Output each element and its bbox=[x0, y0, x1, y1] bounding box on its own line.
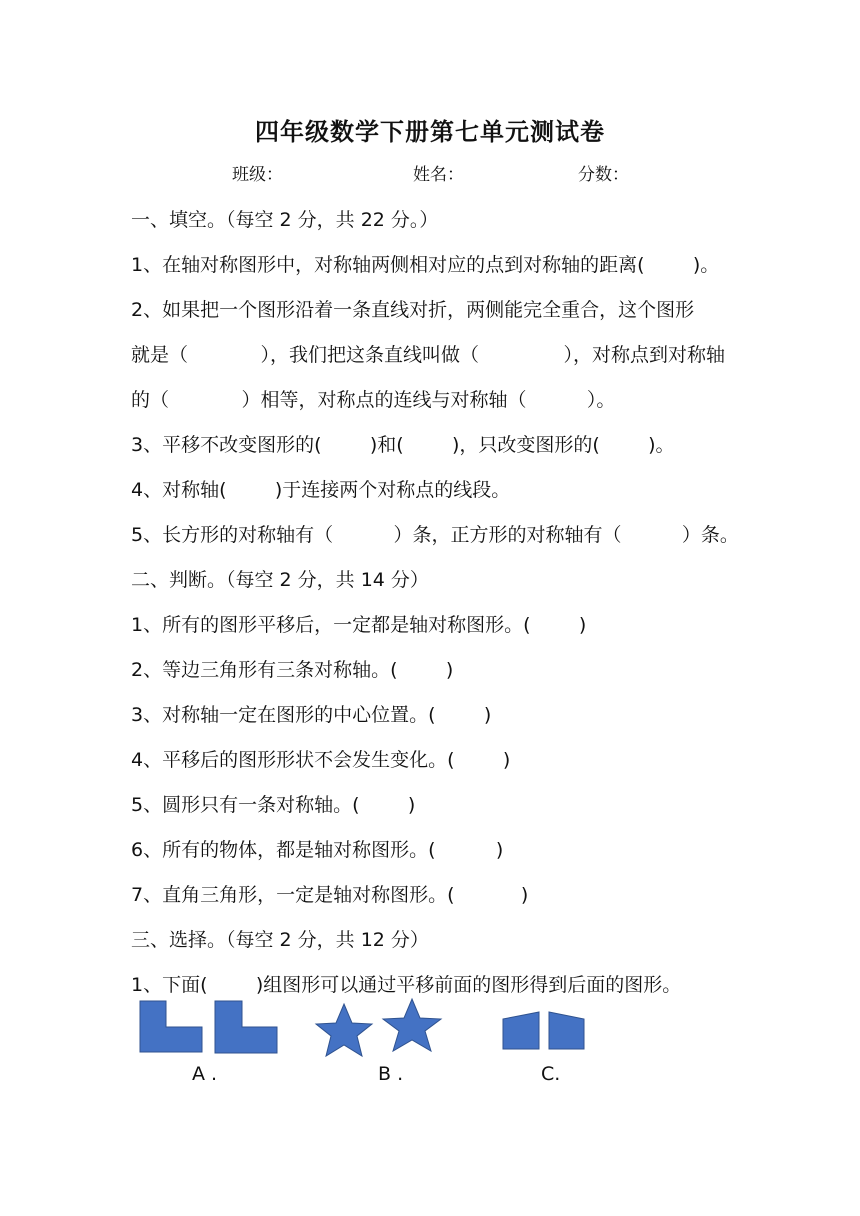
trapezoid-right bbox=[549, 1012, 584, 1049]
question-line: 3、平移不改变图形的( )和( )，只改变图形的( )。 bbox=[131, 434, 675, 456]
question-line: 6、所有的物体，都是轴对称图形。( ) bbox=[131, 839, 504, 861]
question-line: 4、平移后的图形形状不会发生变化。( ) bbox=[131, 749, 511, 771]
l-shape-left bbox=[140, 1001, 202, 1052]
question-line: 1、所有的图形平移后，一定都是轴对称图形。( ) bbox=[131, 614, 587, 636]
star-left bbox=[316, 1004, 372, 1056]
question-line: 就是（ ），我们把这条直线叫做（ ），对称点到对称轴 bbox=[131, 344, 726, 366]
page-title: 四年级数学下册第七单元测试卷 bbox=[255, 118, 605, 146]
class-label: 班级： bbox=[232, 165, 283, 185]
score-label: 分数： bbox=[578, 165, 629, 185]
question-line: 1、下面( )组图形可以通过平移前面的图形得到后面的图形。 bbox=[131, 974, 682, 996]
section-heading-true-false: 二、判断。（每空 2 分，共 14 分） bbox=[131, 569, 429, 591]
l-shape-right bbox=[215, 1001, 277, 1053]
trapezoid-left bbox=[503, 1012, 539, 1049]
section-heading-fill-in: 一、填空。（每空 2 分，共 22 分。） bbox=[131, 209, 439, 231]
option-c-label: C. bbox=[541, 1063, 561, 1085]
question-line: 5、长方形的对称轴有（ ）条，正方形的对称轴有（ ）条。 bbox=[131, 524, 739, 546]
question-line: 2、等边三角形有三条对称轴。( ) bbox=[131, 659, 454, 681]
option-a-label: A . bbox=[192, 1063, 218, 1085]
option-figures bbox=[0, 995, 860, 1065]
question-line: 3、对称轴一定在图形的中心位置。( ) bbox=[131, 704, 492, 726]
star-right bbox=[383, 999, 441, 1051]
question-line: 2、如果把一个图形沿着一条直线对折，两侧能完全重合，这个图形 bbox=[131, 299, 695, 321]
option-b-label: B . bbox=[378, 1063, 404, 1085]
question-line: 4、对称轴( )于连接两个对称点的线段。 bbox=[131, 479, 511, 501]
question-line: 7、直角三角形，一定是轴对称图形。( ) bbox=[131, 884, 529, 906]
question-line: 5、圆形只有一条对称轴。( ) bbox=[131, 794, 416, 816]
section-heading-choice: 三、选择。（每空 2 分，共 12 分） bbox=[131, 929, 429, 951]
question-line: 的（ ）相等，对称点的连线与对称轴（ ）。 bbox=[131, 389, 616, 411]
question-line: 1、在轴对称图形中，对称轴两侧相对应的点到对称轴的距离( )。 bbox=[131, 254, 720, 276]
name-label: 姓名： bbox=[413, 165, 464, 185]
